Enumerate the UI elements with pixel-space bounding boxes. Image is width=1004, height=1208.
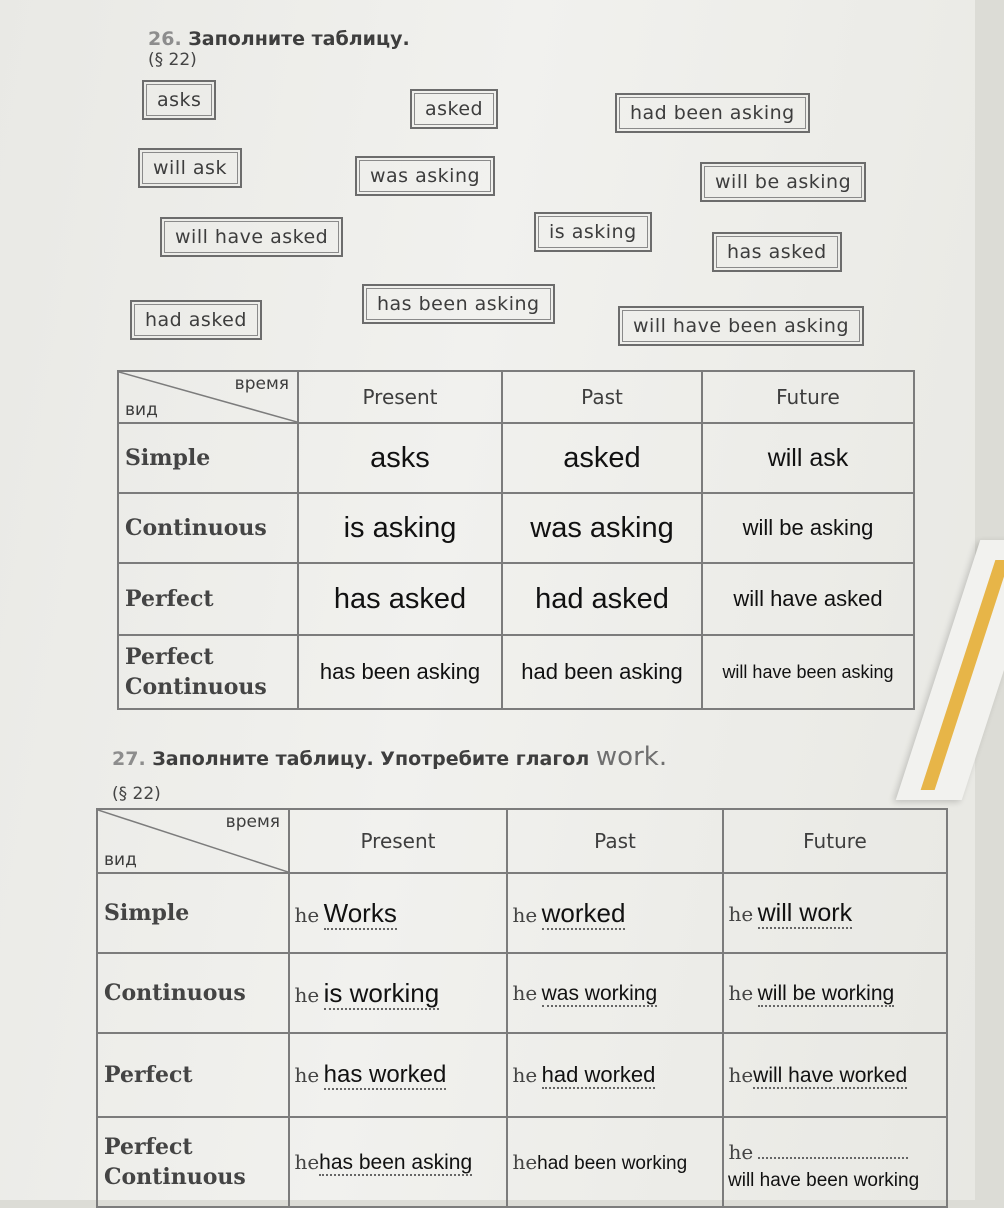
word-chip: had asked bbox=[130, 300, 262, 340]
table-row bbox=[97, 1033, 947, 1117]
corner-kind-label: вид bbox=[104, 850, 137, 870]
answer-text: will be working bbox=[757, 981, 895, 1005]
answer-text: worked bbox=[541, 897, 626, 928]
pronoun-label: he bbox=[728, 1140, 754, 1164]
row-header-continuous: Continuous bbox=[97, 953, 289, 1033]
answer-text: will have been working bbox=[728, 1170, 920, 1191]
pronoun-label: he bbox=[728, 980, 754, 1005]
tense-table-27 bbox=[96, 808, 948, 1208]
table-row bbox=[97, 873, 947, 953]
answer-cell bbox=[289, 1117, 507, 1207]
table-row bbox=[97, 953, 947, 1033]
pronoun-label: he bbox=[512, 902, 538, 927]
answer-cell: will ask bbox=[702, 423, 914, 493]
answer-cell bbox=[507, 953, 723, 1033]
answer-text: Works bbox=[323, 897, 397, 928]
answer-cell: has asked bbox=[298, 563, 502, 635]
answer-text: will have worked bbox=[753, 1063, 908, 1087]
answer-cell bbox=[723, 953, 947, 1033]
answer-cell bbox=[507, 1117, 723, 1207]
exercise-27-ref: (§ 22) bbox=[112, 784, 161, 804]
answer-cell: had been asking bbox=[502, 635, 702, 709]
pronoun-label: he bbox=[512, 980, 538, 1005]
table-row bbox=[118, 635, 914, 709]
word-chip: had been asking bbox=[615, 93, 810, 133]
word-chip: will ask bbox=[138, 148, 242, 188]
answer-text: is working bbox=[323, 977, 440, 1008]
answer-cell: will have been asking bbox=[702, 635, 914, 709]
answer-cell bbox=[723, 873, 947, 953]
tense-table-26 bbox=[117, 370, 915, 710]
exercise-26-number: 26. bbox=[148, 28, 182, 50]
answer-cell: is asking bbox=[298, 493, 502, 563]
corner-kind-label: вид bbox=[125, 400, 158, 420]
column-header-future: Future bbox=[702, 371, 914, 423]
answer-text: was working bbox=[541, 981, 658, 1005]
word-chip: will have asked bbox=[160, 217, 343, 257]
answer-cell: asks bbox=[298, 423, 502, 493]
row-header-continuous: Continuous bbox=[118, 493, 298, 563]
word-chip: will be asking bbox=[700, 162, 866, 202]
exercise-27-number: 27. bbox=[112, 748, 146, 770]
column-header-future: Future bbox=[723, 809, 947, 873]
answer-cell: had asked bbox=[502, 563, 702, 635]
word-chip: was asking bbox=[355, 156, 495, 196]
table-row bbox=[97, 1117, 947, 1207]
row-header-simple: Simple bbox=[118, 423, 298, 493]
pronoun-label: he bbox=[512, 1149, 538, 1174]
answer-text: has worked bbox=[323, 1061, 447, 1088]
table-row bbox=[118, 563, 914, 635]
exercise-27-heading bbox=[112, 742, 667, 772]
answer-cell bbox=[507, 873, 723, 953]
column-header-past: Past bbox=[502, 371, 702, 423]
row-header-perfect: Perfect bbox=[97, 1033, 289, 1117]
exercise-26-heading bbox=[148, 28, 410, 50]
answer-cell bbox=[289, 1033, 507, 1117]
exercise-27-verb: work. bbox=[595, 742, 668, 772]
table-row bbox=[118, 423, 914, 493]
word-chip: will have been asking bbox=[618, 306, 864, 346]
answer-text: has been asking bbox=[319, 1150, 473, 1174]
pronoun-label: he bbox=[512, 1063, 538, 1087]
column-header-past: Past bbox=[507, 809, 723, 873]
pronoun-label: he bbox=[294, 902, 320, 927]
table-row bbox=[118, 493, 914, 563]
answer-cell: will be asking bbox=[702, 493, 914, 563]
word-chip: has asked bbox=[712, 232, 842, 272]
pronoun-label: he bbox=[294, 982, 320, 1007]
dotted-fill-line bbox=[758, 1145, 908, 1159]
exercise-26-title: Заполните таблицу. bbox=[188, 28, 410, 50]
word-chip: asks bbox=[142, 80, 216, 120]
answer-cell bbox=[289, 953, 507, 1033]
answer-cell bbox=[507, 1033, 723, 1117]
answer-cell bbox=[289, 873, 507, 953]
answer-text: will work bbox=[757, 898, 853, 927]
answer-text: had been working bbox=[537, 1152, 688, 1174]
answer-cell: was asking bbox=[502, 493, 702, 563]
pronoun-label: he bbox=[294, 1063, 320, 1087]
row-header-simple: Simple bbox=[97, 873, 289, 953]
answer-cell: will have asked bbox=[702, 563, 914, 635]
answer-text: had worked bbox=[541, 1062, 656, 1087]
corner-time-label: время bbox=[234, 374, 289, 394]
row-header-perfect: Perfect bbox=[118, 563, 298, 635]
answer-cell: has been asking bbox=[298, 635, 502, 709]
pronoun-label: he bbox=[728, 1062, 754, 1087]
table-corner bbox=[118, 371, 298, 423]
word-chip: is asking bbox=[534, 212, 652, 252]
column-header-present: Present bbox=[289, 809, 507, 873]
exercise-26-ref: (§ 22) bbox=[148, 50, 197, 70]
table-corner bbox=[97, 809, 289, 873]
column-header-present: Present bbox=[298, 371, 502, 423]
word-chip: has been asking bbox=[362, 284, 555, 324]
pronoun-label: he bbox=[728, 901, 754, 926]
answer-cell bbox=[723, 1117, 947, 1207]
exercise-27-title: Заполните таблицу. Употребите глагол bbox=[152, 748, 590, 770]
answer-cell: asked bbox=[502, 423, 702, 493]
row-header-perfect-continuous: Perfect Continuous bbox=[118, 635, 298, 709]
word-chip: asked bbox=[410, 89, 498, 129]
corner-time-label: время bbox=[225, 812, 280, 832]
row-header-perfect-continuous: Perfect Continuous bbox=[97, 1117, 289, 1207]
answer-cell bbox=[723, 1033, 947, 1117]
pronoun-label: he bbox=[294, 1149, 320, 1174]
